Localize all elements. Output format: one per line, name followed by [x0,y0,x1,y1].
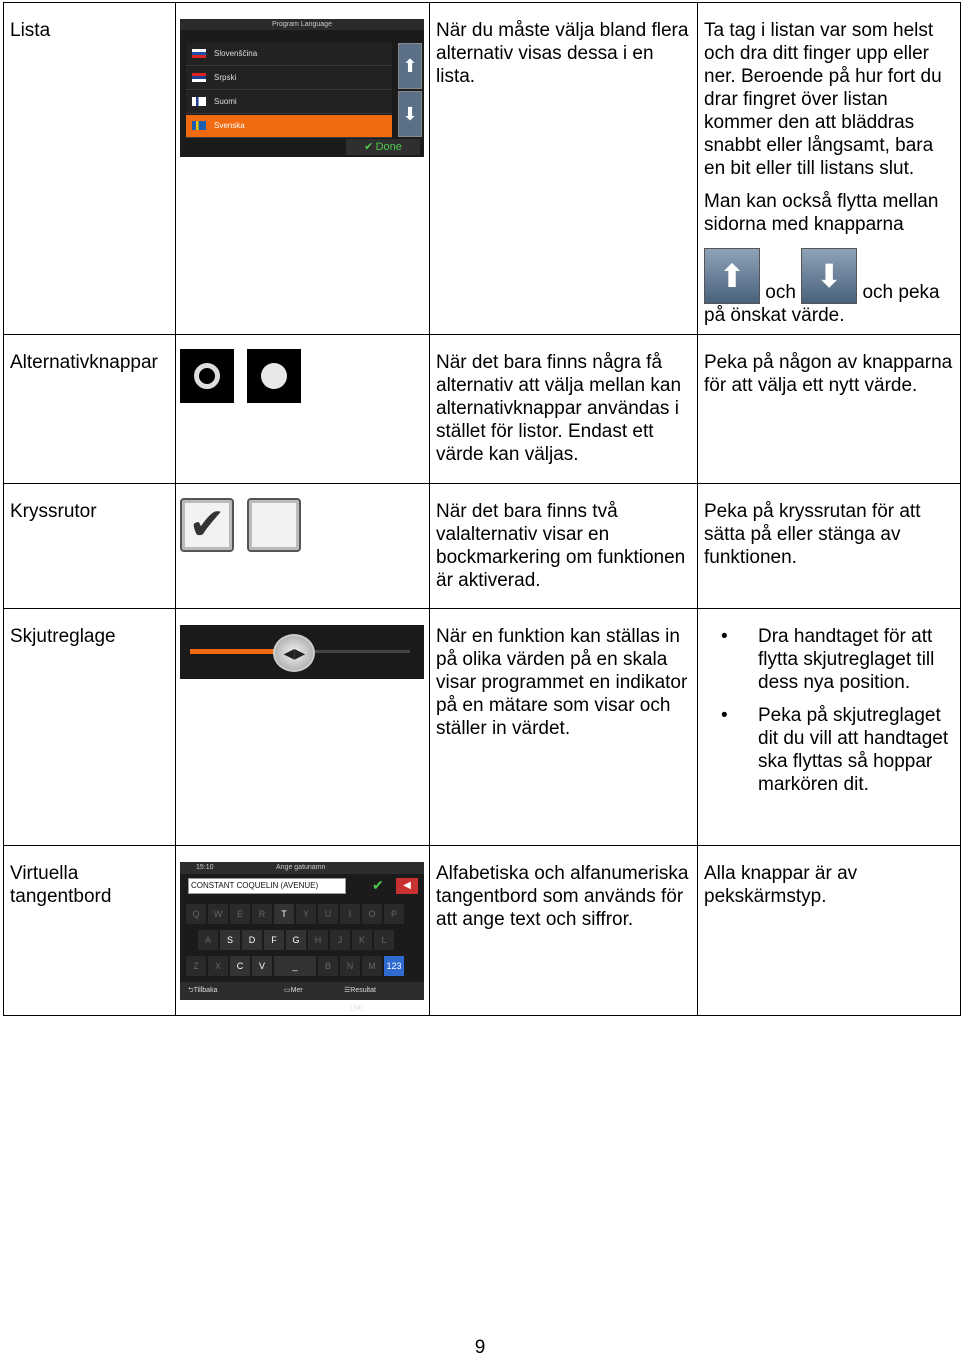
key[interactable]: U [318,904,338,924]
checkbox-unchecked-icon [247,498,301,552]
key[interactable]: F [264,930,284,950]
control-name: Alternativknappar [10,352,158,373]
control-name: Skjutreglage [10,626,116,647]
list-item[interactable]: Slovenščina [186,43,392,66]
checkbox-checked-icon: ✔ [180,498,234,552]
sweden-flag-icon [192,121,206,130]
space-key[interactable]: _ [274,956,316,976]
key[interactable]: M [362,956,382,976]
control-description: När det bara finns några få alternativ att välja mellan kan alternativknappar användas i stället för listor. Endast ett värde kan väljas. [436,352,682,465]
bullet-icon: • [721,705,728,726]
list-header: Program Language [180,19,424,30]
control-description: Alfabetiska och alfanumeriska tangentbord som används för att ange text och siffror. [436,863,689,930]
street-name-input[interactable]: CONSTANT COQUELIN (AVENUE) [188,878,346,894]
ui-controls-table [3,2,961,1016]
key[interactable]: S [220,930,240,950]
control-name: Virtuella tangentbord [10,863,112,907]
key[interactable]: Z [186,956,206,976]
key-row [186,952,406,974]
finland-flag-icon [192,97,206,106]
key[interactable]: D [242,930,262,950]
scroll-down-button[interactable]: ⬇ [398,91,422,137]
key[interactable]: V [252,956,272,976]
control-name: Lista [10,20,51,41]
key[interactable]: O [362,904,382,924]
usage-bullets [698,609,960,796]
och-text: och [765,282,796,303]
page-number: 9 [474,1337,486,1358]
results-button[interactable]: ☰ Resultat (34) [344,987,376,1012]
radio-unselected-icon [180,349,234,403]
control-description: När en funktion kan ställas in på olika värden på en skala visar programmet en indikator på en mätare som visar och ställer in värdet. [436,626,688,739]
list-item: • Peka på skjutreglaget dit du vill att handtaget ska flyttas så hoppar markören dit. [721,705,949,795]
key[interactable]: Y [296,904,316,924]
list-item[interactable]: Suomi [186,91,392,114]
table-row [4,609,961,846]
slider-handle[interactable]: ◀▶ [273,634,315,672]
key[interactable]: G [286,930,306,950]
usage-text: Peka på någon av knapparna för att välja ett nytt värde. [704,352,953,396]
checkmark-icon: ✔ [364,141,374,153]
keyboard-bottom-bar [180,982,424,1012]
key[interactable]: R [252,904,272,924]
table-row [4,3,961,335]
key[interactable]: L [374,930,394,950]
page-up-arrow-icon: ⬆ [704,248,760,304]
table-row [4,846,961,1016]
control-description: När det bara finns två valalternativ visar en bockmarkering om funktionen är aktiverad. [436,501,686,591]
key[interactable]: J [330,930,350,950]
key[interactable]: E [230,904,250,924]
slider-screenshot [180,625,424,679]
och-peka-text: och peka [862,282,940,303]
confirm-check-icon[interactable]: ✔ [372,877,384,893]
usage-text: Alla knappar är av pekskärmstyp. [704,863,858,907]
table-row [4,484,961,609]
numeric-key[interactable]: 123 [384,956,404,976]
key-row [198,926,396,948]
key[interactable]: P [384,904,404,924]
key[interactable]: T [274,904,294,924]
scroll-up-button[interactable]: ⬆ [398,43,422,89]
list-item[interactable]: Srpski [186,67,392,90]
key[interactable]: Q [186,904,206,924]
bullet-icon: • [721,626,728,647]
slovenia-flag-icon [192,49,206,58]
key[interactable]: N [340,956,360,976]
keyboard-screenshot [180,862,424,1012]
key[interactable]: I [340,904,360,924]
usage-text: på önskat värde. [704,305,845,326]
table-row [4,335,961,484]
key[interactable]: H [308,930,328,950]
clock: 15:10 [196,864,214,871]
key[interactable]: C [230,956,250,976]
key[interactable]: K [352,930,372,950]
control-name: Kryssrutor [10,501,97,522]
serbia-flag-icon [192,73,206,82]
done-button[interactable]: ✔ Done [346,139,420,155]
page-down-arrow-icon: ⬇ [801,248,857,304]
radio-selected-icon [247,349,301,403]
more-button[interactable]: ▭ Mer [284,987,303,994]
list-item-selected[interactable]: Svenska [186,115,392,138]
list-screenshot [180,19,424,157]
key[interactable]: B [318,956,338,976]
keyboard-title: Ange gatunamn [276,864,326,871]
control-description: När du måste välja bland flera alternativ visas dessa i en lista. [436,20,689,87]
keyboard-top-bar [180,862,424,874]
list-item: • Dra handtaget för att flytta skjutreglaget till dess nya position. [721,626,935,693]
usage-text: Man kan också flytta mellan sidorna med knapparna [704,191,939,235]
back-button[interactable]: ⮌ Tillbaka [188,987,218,994]
backspace-button[interactable]: ◀ [396,878,418,894]
key[interactable]: A [198,930,218,950]
key[interactable]: X [208,956,228,976]
key-row [186,900,406,922]
usage-text: Peka på kryssrutan för att sätta på eller stänga av funktionen. [704,501,921,568]
key[interactable]: W [208,904,228,924]
usage-text: Ta tag i listan var som helst och dra ditt finger upp eller ner. Beroende på hur fort du drar fingret över listan kommer den att bläddras snabbt eller långsamt, bara en bit eller till listans slut. [704,20,942,179]
